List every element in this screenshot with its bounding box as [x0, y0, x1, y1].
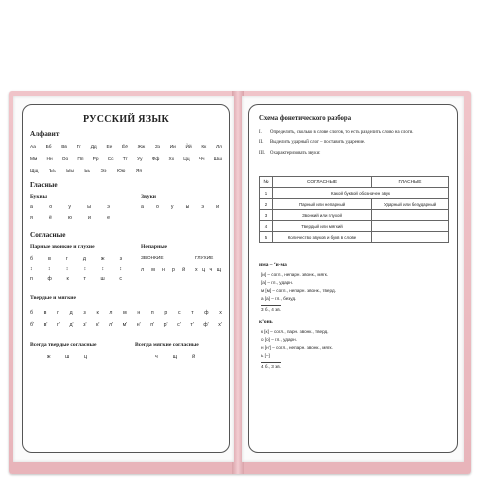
soft-row	[30, 322, 222, 328]
letter-cell: ы	[185, 204, 190, 210]
always-soft-row	[155, 354, 195, 360]
letter-cell: и	[88, 215, 91, 221]
voiceless-label: ГЛУХИЕ	[195, 256, 214, 261]
example-1-title: има – ‘и-ма	[259, 262, 287, 268]
letter-cell: т	[83, 276, 86, 282]
phonetic-analysis-card	[248, 104, 458, 453]
example-1-line: м [м] – согл., непарн. звонк., тверд.	[261, 288, 336, 293]
letter-cell: х'	[218, 322, 222, 328]
card-title: РУССКИЙ ЯЗЫК	[82, 114, 170, 125]
table-header-row: № СОГЛАСНЫЕ ГЛАСНЫЕ	[260, 177, 449, 188]
letter-cell: э	[201, 204, 205, 210]
letter-cell: Зз	[154, 145, 160, 150]
letter-cell: б'	[30, 322, 34, 328]
always-hard-label: Всегда твердые согласные	[30, 342, 97, 348]
letter-cell: о	[155, 204, 159, 210]
letter-cell: р	[164, 310, 168, 316]
voiced-label: ЗВОНКИЕ	[141, 256, 164, 261]
letter-cell: д	[69, 310, 73, 316]
letter-cell: м	[151, 267, 155, 273]
letter-cell: Уу	[137, 157, 143, 162]
letter-cell: Ъъ	[48, 169, 56, 174]
letter-cell: Фф	[151, 157, 160, 162]
paired-voiceless-row	[30, 276, 122, 282]
letter-cell: Ьь	[84, 169, 91, 174]
letter-cell: Ее	[106, 145, 113, 150]
letter-cell: з	[119, 256, 122, 262]
letter-cell: Ээ	[100, 169, 107, 174]
letter-cell: е	[107, 215, 110, 221]
letter-cell: ы	[87, 204, 91, 210]
table-row: 5 Количество звуков и букв в слове	[260, 232, 449, 243]
example-1-line: [и] – согл., непарн. звонк., мягк.	[261, 272, 329, 277]
letter-cell: х	[219, 310, 222, 316]
letter-cell: у	[68, 204, 71, 210]
letter-cell: ц	[202, 267, 206, 273]
sound-characteristics-table	[259, 176, 449, 243]
letter-cell: з	[83, 310, 86, 316]
example-1-summary: 3 б., 4 зв.	[261, 307, 281, 312]
letter-cell: х	[195, 267, 198, 273]
letter-cell: Оо	[61, 157, 69, 162]
example-1-line: [а] – гл., ударн.	[261, 280, 294, 285]
unpaired-voiceless-row	[195, 267, 221, 273]
letter-cell: г	[57, 310, 59, 316]
letter-cell: Ии	[169, 145, 176, 150]
letter-cell: т'	[190, 322, 194, 328]
step-item: I. Определить, сколько в слове слогов, то есть разделить слово на слоги.	[259, 130, 414, 135]
letter-cell: ↕	[47, 266, 51, 272]
example-2-line: к [к] – согл., парн. звонк., тверд.	[261, 329, 329, 334]
letter-cell: Нн	[46, 157, 53, 162]
letter-cell: ↕	[83, 266, 87, 272]
letter-cell: ш	[100, 276, 105, 282]
letter-cell: г	[65, 256, 68, 262]
letter-cell: в	[43, 310, 47, 316]
letter-cell: в'	[43, 322, 48, 328]
letter-cell: к	[66, 276, 69, 282]
letter-cell: б	[30, 310, 33, 316]
letter-cell: д	[82, 256, 86, 262]
letter-cell: й	[182, 267, 185, 273]
alphabet-row-3	[30, 169, 142, 174]
letter-cell: Юю	[116, 169, 126, 174]
example-2-title: к’онь	[259, 319, 273, 325]
letter-cell: п'	[150, 322, 155, 328]
letter-cell: Сс	[107, 157, 114, 162]
letter-cell: о	[49, 204, 53, 210]
hard-soft-heading: Твердые и мягкие	[30, 295, 76, 301]
letter-cell: ё	[48, 215, 52, 221]
letter-cell: Цц	[183, 157, 190, 162]
letter-cell: с	[177, 310, 181, 316]
unpaired-label: Непарные	[141, 244, 168, 250]
letter-cell: в	[48, 256, 51, 262]
vowel-letters-row-1	[30, 204, 110, 210]
letter-cell: Йй	[185, 145, 192, 150]
letter-cell: Аа	[30, 145, 36, 150]
letter-cell: Дд	[90, 145, 97, 150]
letter-cell: Пп	[77, 157, 84, 162]
example-2-line: о [о] – гл., ударн.	[261, 337, 297, 342]
letter-cell: Рр	[92, 157, 99, 162]
paired-arrows-row	[30, 266, 122, 272]
unpaired-voiced-row	[141, 267, 185, 273]
letter-cell: с'	[177, 322, 181, 328]
paired-label: Парные звонкие и глухие	[30, 244, 95, 250]
letter-cell: щ	[172, 354, 178, 360]
letter-cell: ж	[47, 354, 51, 360]
alphabet-row-1	[30, 145, 222, 150]
step-item: III. Охарактеризовать звуки:	[259, 150, 321, 156]
letter-cell: Мм	[30, 157, 38, 162]
letter-cell: Чч	[198, 157, 205, 162]
consonants-heading: Согласные	[30, 231, 66, 239]
example-2-summary: 4 б., 3 зв.	[261, 364, 281, 369]
letter-cell: н	[161, 267, 165, 273]
letter-cell: з'	[83, 322, 87, 328]
letter-cell: я	[30, 215, 33, 221]
letter-cell: р	[172, 267, 175, 273]
alphabet-row-2	[30, 157, 222, 162]
paired-voiced-row	[30, 256, 122, 262]
letter-cell: щ	[216, 267, 221, 273]
russian-language-card	[22, 104, 230, 453]
letter-cell: Гг	[76, 145, 81, 150]
letters-label: Буквы	[30, 194, 47, 200]
vowels-heading: Гласные	[30, 181, 58, 189]
letter-cell: Кк	[201, 145, 207, 150]
letter-cell: Ёё	[122, 145, 128, 150]
always-soft-label: Всегда мягкие согласные	[135, 342, 199, 348]
letter-cell: с	[119, 276, 122, 282]
letter-cell: Лл	[215, 145, 222, 150]
letter-cell: Тт	[122, 157, 128, 162]
letter-cell: к	[96, 310, 99, 316]
letter-cell: Шш	[213, 157, 222, 162]
letter-cell: ↕	[30, 266, 33, 272]
letter-cell: ф	[47, 276, 52, 282]
letter-cell: Бб	[45, 145, 52, 150]
step-item: II. Выделить ударный слог – поставить ударение.	[259, 140, 366, 146]
letter-cell: м'	[122, 322, 128, 328]
letter-cell: ↕	[65, 266, 69, 272]
letter-cell: л'	[108, 322, 113, 328]
vowel-sounds-row	[141, 204, 219, 210]
always-hard-row	[47, 354, 87, 360]
letter-cell: т	[191, 310, 194, 316]
letter-cell: ж	[101, 256, 105, 262]
letter-cell: Хх	[168, 157, 175, 162]
letter-cell: г'	[56, 322, 60, 328]
letter-cell: а	[30, 204, 33, 210]
letter-cell: ц	[84, 354, 87, 360]
letter-cell: л	[141, 267, 145, 273]
table-row: 4 Твердый или мягкий	[260, 221, 449, 232]
table-row: 3 Звонкий или глухой	[260, 210, 449, 221]
letter-cell: п	[150, 310, 154, 316]
hard-row	[30, 310, 222, 316]
letter-cell: р'	[163, 322, 168, 328]
letter-cell: б	[30, 256, 33, 262]
vowel-letters-row-2	[30, 215, 110, 221]
example-2-line: н [н’] – согл., непарн. звонк., мягк.	[261, 345, 333, 350]
letter-cell: й	[192, 354, 195, 360]
letter-cell: Щщ	[30, 169, 39, 174]
letter-cell: Жж	[137, 145, 146, 150]
letter-cell: п	[30, 276, 33, 282]
letter-cell: л	[109, 310, 113, 316]
example-1-line: а [а] – гл., безуд.	[261, 296, 297, 301]
letter-cell: ф	[204, 310, 209, 316]
analysis-steps	[259, 130, 451, 161]
sounds-label: Звуки	[141, 194, 157, 200]
letter-cell: ↕	[119, 266, 122, 272]
letter-cell: ч	[155, 354, 158, 360]
letter-cell: Вв	[61, 145, 67, 150]
letter-cell: н	[137, 310, 141, 316]
table-row: 2 Парный или непарный Ударный или безударный	[260, 199, 449, 210]
letter-cell: ф'	[203, 322, 209, 328]
letter-cell: ю	[67, 215, 72, 221]
letter-cell: ч	[209, 267, 213, 273]
table-row: 1 Какой буквой обозначен звук	[260, 188, 449, 199]
letter-cell: у	[170, 204, 174, 210]
phonetic-scheme-title: Схема фонетического разбора	[259, 115, 352, 122]
letter-cell: и	[216, 204, 219, 210]
letter-cell: а	[141, 204, 144, 210]
letter-cell: э	[107, 204, 110, 210]
example-2-line: ь [–]	[261, 353, 270, 358]
letter-cell: м	[123, 310, 127, 316]
alphabet-heading: Алфавит	[30, 130, 60, 138]
letter-cell: к'	[96, 322, 100, 328]
letter-cell: ш	[65, 354, 70, 360]
letter-cell: Яя	[135, 169, 142, 174]
letter-cell: Ыы	[66, 169, 74, 174]
letter-cell: ↕	[101, 266, 105, 272]
letter-cell: д'	[69, 322, 74, 328]
letter-cell: н'	[136, 322, 141, 328]
